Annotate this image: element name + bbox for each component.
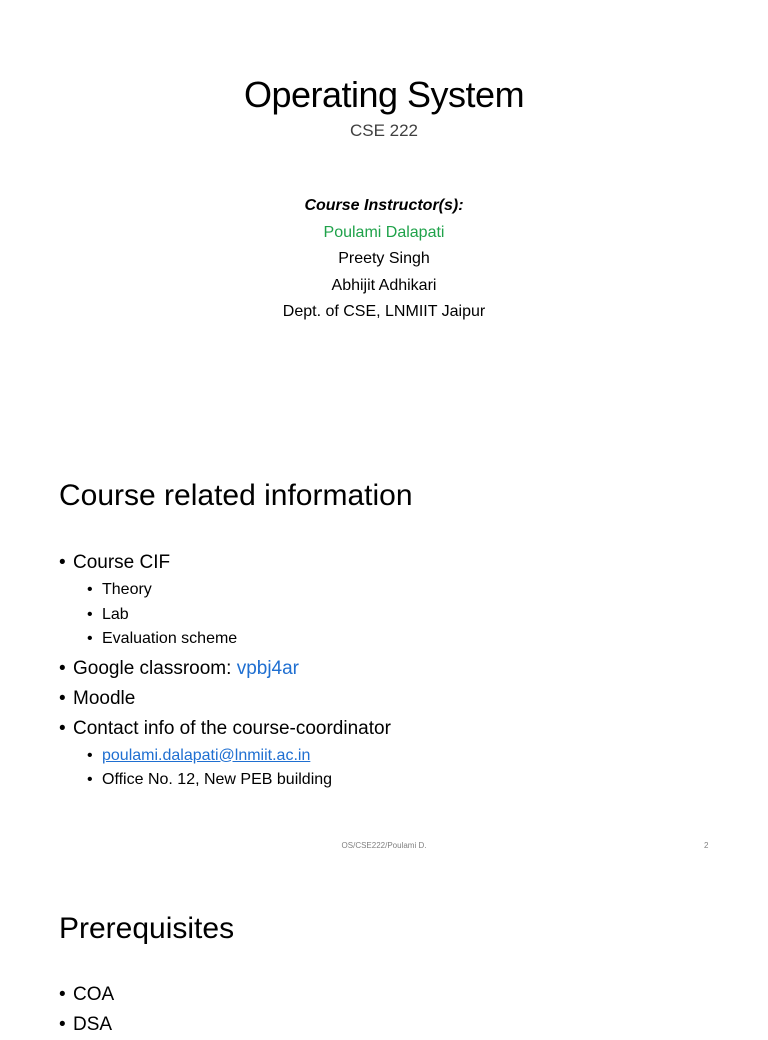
sub-bullet-list [59, 578, 391, 652]
bullet-list [59, 980, 114, 1040]
instructor-name: Poulami Dalapati [323, 223, 445, 241]
sub-bullet-item: • Lab [59, 603, 391, 628]
bullet-list [59, 548, 391, 795]
bullet-contact-info [59, 714, 391, 744]
title-slide [0, 0, 768, 420]
instructor-name: Abhijit Adhikari [331, 276, 437, 294]
sub-bullet-item [59, 744, 391, 769]
bullet-item: • DSA [59, 1010, 114, 1040]
slide-heading: Prerequisites [59, 912, 235, 945]
classroom-code-link[interactable]: vpbj4ar [236, 657, 300, 679]
course-code: CSE 222 [349, 121, 419, 140]
sub-bullet-item: • Theory [59, 578, 391, 603]
bullet-text: Course CIF [73, 552, 171, 573]
bullet-moodle [59, 684, 391, 714]
bullet-text: Moodle [73, 687, 136, 709]
bullet-course-cif [59, 548, 391, 578]
sub-bullet-item: • Office No. 12, New PEB building [59, 768, 391, 793]
bullet-google-classroom [59, 654, 391, 684]
slide-heading: Course related information [59, 479, 413, 512]
department-label: Dept. of CSE, LNMIIT Jaipur [282, 303, 486, 320]
instructor-name: Preety Singh [338, 250, 430, 267]
bullet-text: Google classroom: [73, 657, 237, 679]
course-info-slide [0, 420, 768, 860]
bullet-text: Contact info of the course-coordinator [73, 717, 391, 739]
instructors-heading: Course Instructor(s): [304, 197, 464, 214]
instructor-block [0, 193, 768, 326]
prerequisites-slide [0, 860, 768, 1035]
sub-bullet-item: • Evaluation scheme [59, 627, 391, 652]
page-number: 2 [704, 841, 709, 850]
sub-bullet-list [59, 744, 391, 793]
bullet-item: • COA [59, 980, 114, 1010]
slide-footer: OS/CSE222/Poulami D. [341, 841, 427, 850]
slide-title: Operating System [243, 74, 525, 115]
email-link[interactable]: poulami.dalapati@lnmiit.ac.in [102, 746, 311, 764]
